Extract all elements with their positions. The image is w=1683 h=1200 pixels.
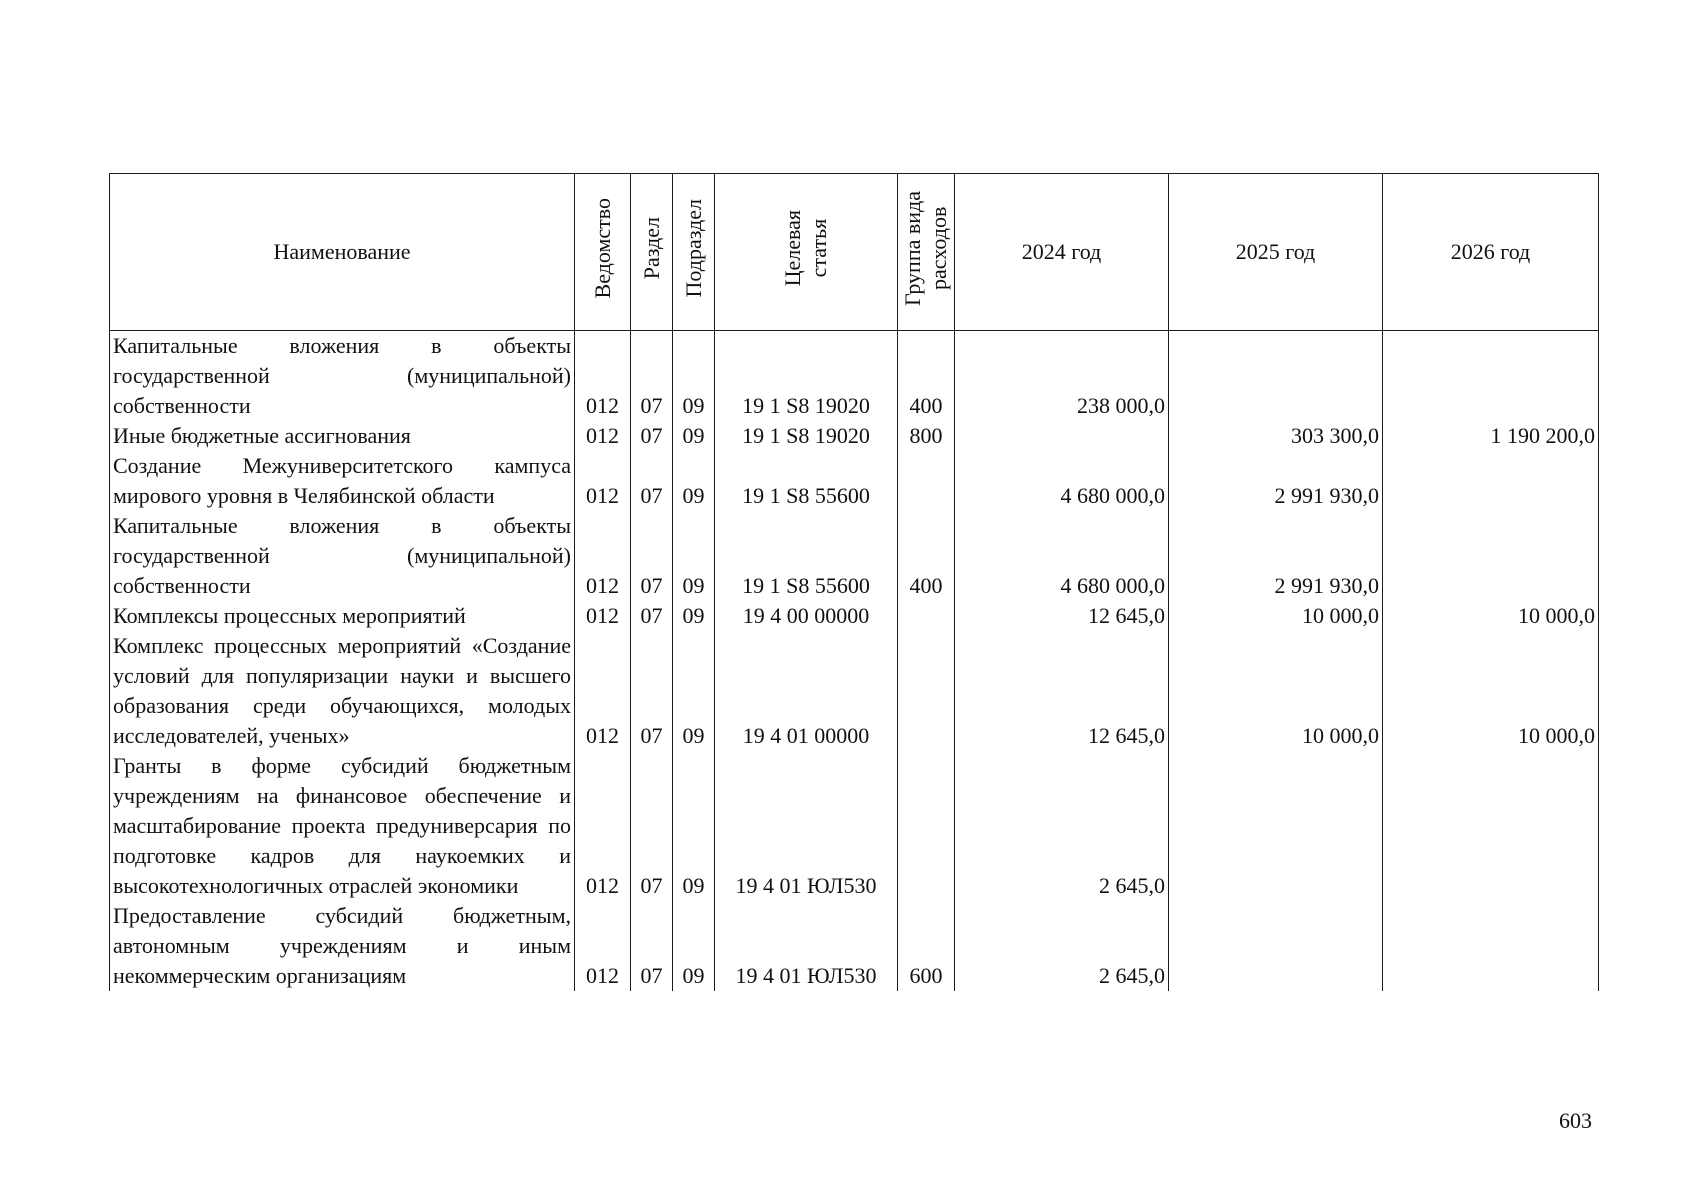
header-gruppa-vida-rashodov: Группа вида расходов xyxy=(898,174,955,331)
row-vedomstvo: 012 xyxy=(575,631,631,751)
row-gruppa: 400 xyxy=(898,331,955,422)
row-amount-2025: 10 000,0 xyxy=(1169,631,1383,751)
table-row xyxy=(110,451,1599,511)
row-amount-2026 xyxy=(1383,901,1599,991)
row-amount-2025: 10 000,0 xyxy=(1169,601,1383,631)
row-amount-2026 xyxy=(1383,751,1599,901)
row-amount-2024: 4 680 000,0 xyxy=(955,451,1169,511)
budget-table xyxy=(109,173,1599,991)
row-amount-2026: 1 190 200,0 xyxy=(1383,421,1599,451)
row-vedomstvo: 012 xyxy=(575,331,631,422)
row-amount-2026 xyxy=(1383,331,1599,422)
row-amount-2026: 10 000,0 xyxy=(1383,631,1599,751)
table-row xyxy=(110,901,1599,991)
row-gruppa xyxy=(898,751,955,901)
table-header-row xyxy=(110,174,1599,331)
row-amount-2024: 238 000,0 xyxy=(955,331,1169,422)
row-name: Капитальные вложения в объекты государственной (муниципальной) собственности xyxy=(110,331,575,422)
row-podrazdel: 09 xyxy=(673,601,715,631)
row-podrazdel: 09 xyxy=(673,421,715,451)
row-podrazdel: 09 xyxy=(673,331,715,422)
header-year-2024: 2024 год xyxy=(955,174,1169,331)
header-name: Наименование xyxy=(110,174,575,331)
row-razdel: 07 xyxy=(631,511,673,601)
row-amount-2024: 12 645,0 xyxy=(955,601,1169,631)
row-gruppa: 600 xyxy=(898,901,955,991)
row-razdel: 07 xyxy=(631,601,673,631)
table-body xyxy=(110,331,1599,992)
row-amount-2024: 2 645,0 xyxy=(955,751,1169,901)
row-vedomstvo: 012 xyxy=(575,751,631,901)
row-podrazdel: 09 xyxy=(673,751,715,901)
row-amount-2024: 4 680 000,0 xyxy=(955,511,1169,601)
row-name: Гранты в форме субсидий бюджетным учреждениям на финансовое обеспечение и масштабирование проекта предуниверсария по подготовке кадров для наукоемких и высокотехнологичных отраслей экономики xyxy=(110,751,575,901)
table-row xyxy=(110,751,1599,901)
row-vedomstvo: 012 xyxy=(575,421,631,451)
header-vedomstvo: Ведомство xyxy=(575,174,631,331)
row-podrazdel: 09 xyxy=(673,631,715,751)
row-amount-2025: 2 991 930,0 xyxy=(1169,451,1383,511)
row-gruppa: 800 xyxy=(898,421,955,451)
row-podrazdel: 09 xyxy=(673,451,715,511)
row-razdel: 07 xyxy=(631,451,673,511)
table-row xyxy=(110,421,1599,451)
row-celevaya-statya: 19 4 00 00000 xyxy=(715,601,898,631)
row-podrazdel: 09 xyxy=(673,901,715,991)
header-year-2026: 2026 год xyxy=(1383,174,1599,331)
row-amount-2025 xyxy=(1169,901,1383,991)
table-row xyxy=(110,331,1599,422)
row-vedomstvo: 012 xyxy=(575,601,631,631)
row-amount-2024: 2 645,0 xyxy=(955,901,1169,991)
header-razdel: Раздел xyxy=(631,174,673,331)
row-razdel: 07 xyxy=(631,631,673,751)
header-celevaya-statya: Целевая статья xyxy=(715,174,898,331)
row-name: Создание Межуниверситетского кампуса мирового уровня в Челябинской области xyxy=(110,451,575,511)
row-razdel: 07 xyxy=(631,901,673,991)
row-amount-2025: 2 991 930,0 xyxy=(1169,511,1383,601)
row-celevaya-statya: 19 1 S8 19020 xyxy=(715,421,898,451)
page-number: 603 xyxy=(1559,1108,1592,1133)
row-vedomstvo: 012 xyxy=(575,451,631,511)
row-gruppa xyxy=(898,631,955,751)
table-row xyxy=(110,631,1599,751)
row-name: Капитальные вложения в объекты государственной (муниципальной) собственности xyxy=(110,511,575,601)
row-celevaya-statya: 19 4 01 ЮЛ530 xyxy=(715,901,898,991)
row-amount-2026 xyxy=(1383,451,1599,511)
row-razdel: 07 xyxy=(631,421,673,451)
row-amount-2026: 10 000,0 xyxy=(1383,601,1599,631)
row-vedomstvo: 012 xyxy=(575,511,631,601)
row-amount-2024 xyxy=(955,421,1169,451)
row-celevaya-statya: 19 4 01 ЮЛ530 xyxy=(715,751,898,901)
row-celevaya-statya: 19 1 S8 19020 xyxy=(715,331,898,422)
row-amount-2025 xyxy=(1169,331,1383,422)
row-razdel: 07 xyxy=(631,331,673,422)
row-name: Комплексы процессных мероприятий xyxy=(110,601,575,631)
table-row xyxy=(110,601,1599,631)
table-row xyxy=(110,511,1599,601)
row-gruppa xyxy=(898,601,955,631)
row-name: Иные бюджетные ассигнования xyxy=(110,421,575,451)
row-celevaya-statya: 19 1 S8 55600 xyxy=(715,451,898,511)
row-name: Предоставление субсидий бюджетным, автономным учреждениям и иным некоммерческим организациям xyxy=(110,901,575,991)
row-razdel: 07 xyxy=(631,751,673,901)
row-amount-2024: 12 645,0 xyxy=(955,631,1169,751)
row-name: Комплекс процессных мероприятий «Создание условий для популяризации науки и высшего образования среди обучающихся, молодых исследователей, ученых» xyxy=(110,631,575,751)
row-vedomstvo: 012 xyxy=(575,901,631,991)
header-podrazdel: Подраздел xyxy=(673,174,715,331)
row-celevaya-statya: 19 4 01 00000 xyxy=(715,631,898,751)
row-amount-2026 xyxy=(1383,511,1599,601)
row-amount-2025: 303 300,0 xyxy=(1169,421,1383,451)
row-podrazdel: 09 xyxy=(673,511,715,601)
row-gruppa: 400 xyxy=(898,511,955,601)
row-celevaya-statya: 19 1 S8 55600 xyxy=(715,511,898,601)
header-year-2025: 2025 год xyxy=(1169,174,1383,331)
row-gruppa xyxy=(898,451,955,511)
row-amount-2025 xyxy=(1169,751,1383,901)
